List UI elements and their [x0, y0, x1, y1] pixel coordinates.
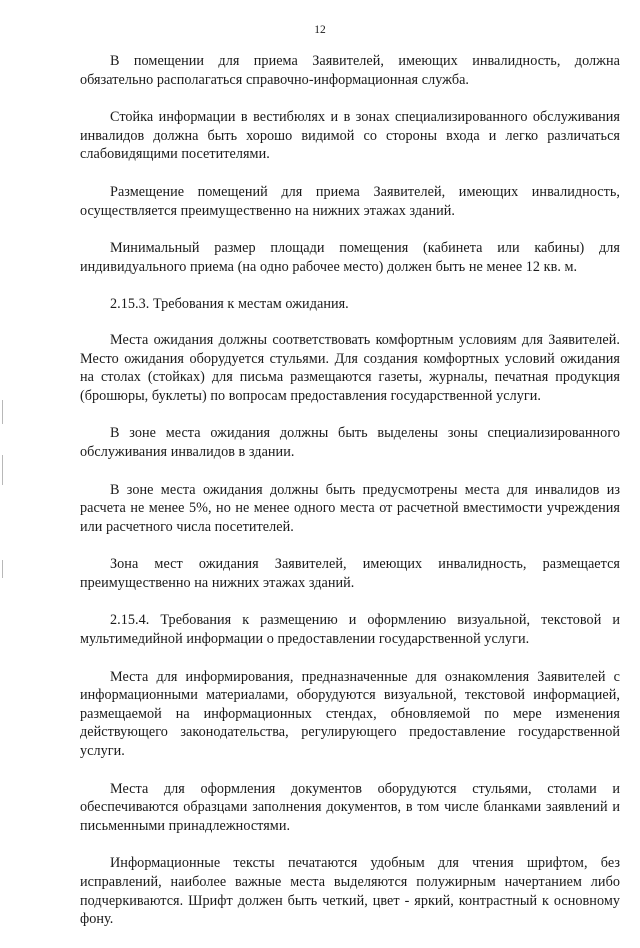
document-body	[80, 52, 620, 948]
paragraph-room-size: Минимальный размер площади помещения (кабинета или кабины) для индивидуального приема (на одно рабочее место) должен быть не менее 12 кв. м.	[80, 240, 620, 275]
paragraph-waiting-seats: В зоне места ожидания должны быть предусмотрены места для инвалидов из расчета не менее 5%, но не менее одного места от расчетной вместимости учреждения или расчетного числа посетителей.	[80, 481, 620, 535]
paragraph-info-service: В помещении для приема Заявителей, имеющих инвалидность, должна обязательно располагаться справочно-информационная служба.	[80, 53, 620, 88]
scan-margin-mark	[2, 400, 3, 424]
page-number: 12	[314, 24, 326, 36]
scan-margin-mark	[2, 560, 3, 578]
scan-margin-mark	[2, 455, 3, 485]
paragraph-room-placement: Размещение помещений для приема Заявителей, имеющих инвалидность, осуществляется преимущественно на нижних этажах зданий.	[80, 183, 620, 219]
paragraph-waiting-floors: Зона мест ожидания Заявителей, имеющих инвалидность, размещается преимущественно на нижних этажах зданий.	[80, 556, 620, 591]
section-heading-waiting-areas: 2.15.3. Требования к местам ожидания.	[110, 296, 349, 313]
paragraph-text-font: Информационные тексты печатаются удобным для чтения шрифтом, без исправлений, наиболее важные места выделяются полужирным начертанием либо подчеркиваются. Шрифт должен быть четкий, цвет - яркий, контрастный к основному фону.	[80, 855, 620, 928]
paragraph-waiting-comfort: Места ожидания должны соответствовать комфортным условиям для Заявителей. Место ожидания оборудуется стульями. Для создания комфортных условий ожидания на столах (стойках) для письма размещаются газеты, журналы, печатная продукция (брошюры, буклеты) по вопросам предоставления государственной услуги.	[80, 331, 620, 404]
paragraph-waiting-zones: В зоне места ожидания должны быть выделены зоны специализированного обслуживания инвалидов в здании.	[80, 425, 620, 460]
paragraph-info-desk: Стойка информации в вестибюлях и в зонах специализированного обслуживания инвалидов должна быть хорошо видимой со стороны входа и легко различаться слабовидящими посетителями.	[80, 109, 620, 163]
paragraph-document-places: Места для оформления документов оборудуются стульями, столами и обеспечиваются образцами заполнения документов, в том числе бланками заявлений и письменными принадлежностями.	[80, 780, 620, 834]
section-heading-information-display: 2.15.4. Требования к размещению и оформлению визуальной, текстовой и мультимедийной информации о предоставлении государственной услуги.	[80, 612, 620, 648]
paragraph-info-stands: Места для информирования, предназначенные для ознакомления Заявителей с информационными материалами, оборудуются визуальной, текстовой информацией, размещаемой на информационных стендах, обновляемой по мере изменения действующего законодательства, регулирующего предоставление государственной услуги.	[80, 668, 620, 760]
